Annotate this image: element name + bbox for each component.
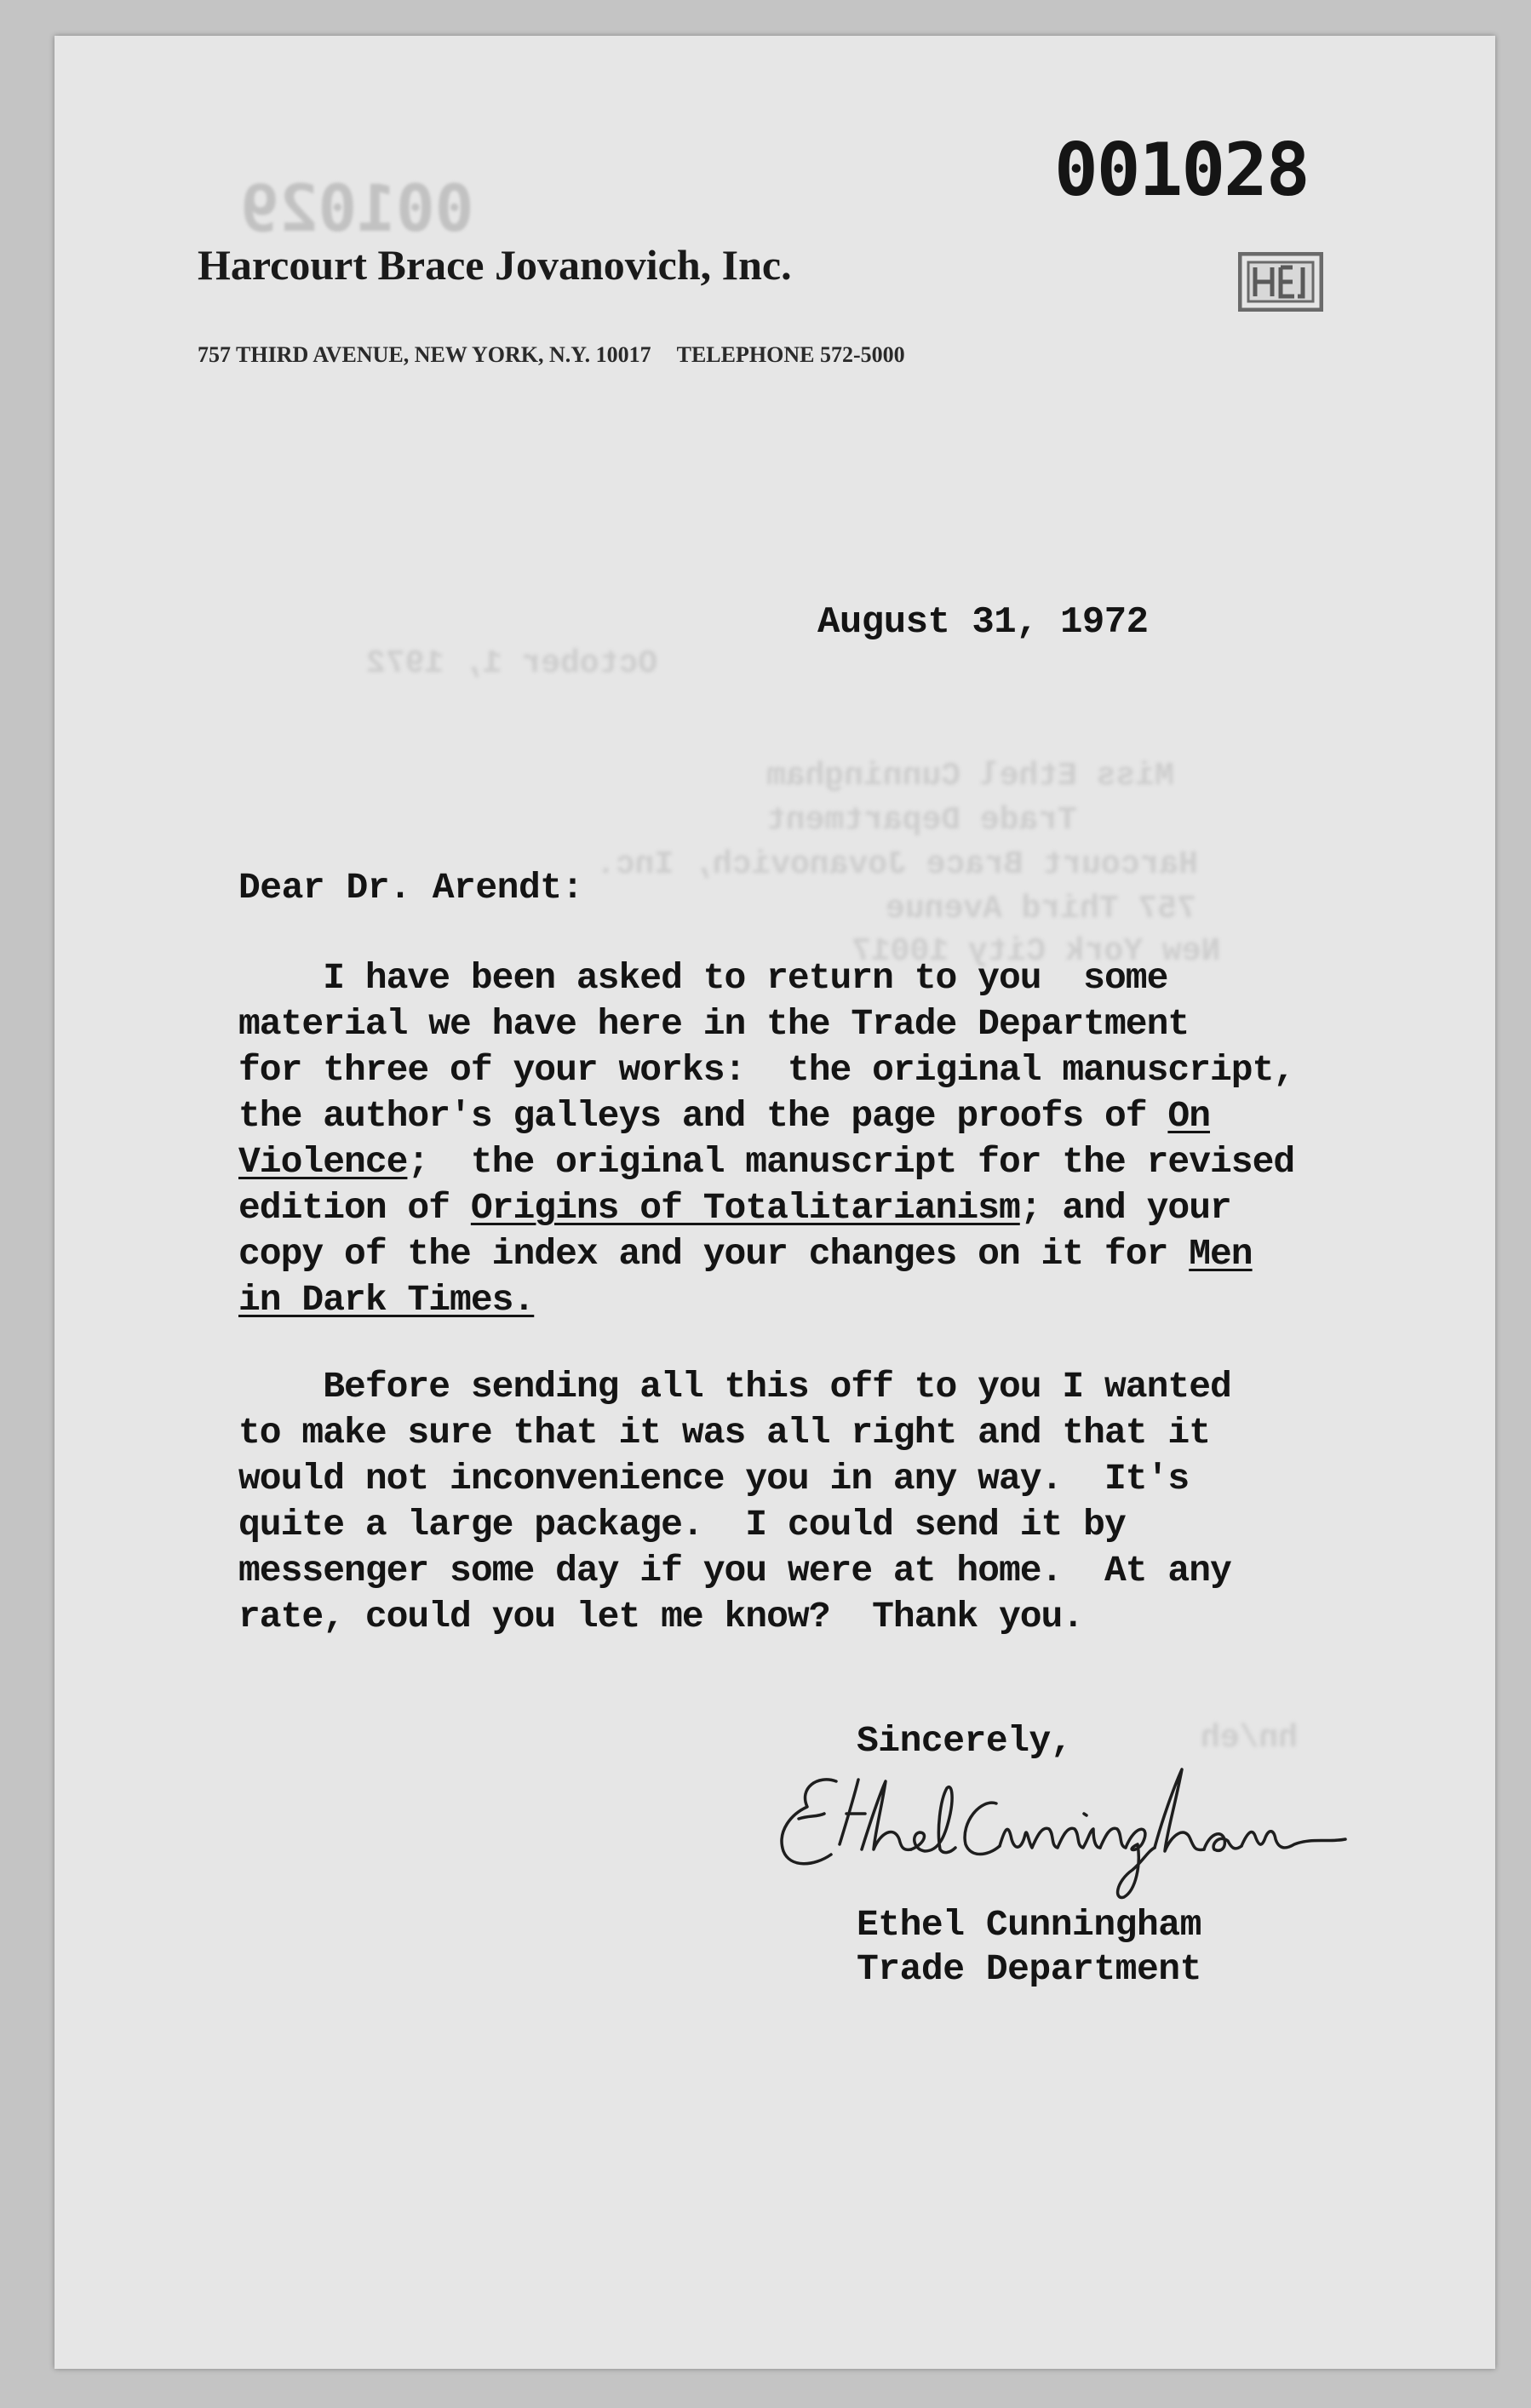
book-title-origins: Origins of Totalitarianism bbox=[470, 1187, 1020, 1229]
letter-paragraph-2 bbox=[238, 1364, 1231, 1640]
letter-paragraph-1 bbox=[238, 955, 1294, 1323]
paragraph-line: material we have here in the Trade Department bbox=[238, 1003, 1190, 1045]
ghost-initials: hn/eh bbox=[1201, 1720, 1299, 1757]
paragraph-line: ; the original manuscript for the revised bbox=[407, 1141, 1295, 1183]
paragraph-line: I have been asked to return to you some bbox=[238, 957, 1168, 999]
letterhead-street-address: 757 THIRD AVENUE, NEW YORK, N.Y. 10017 bbox=[198, 342, 651, 367]
letterhead-company-name: Harcourt Brace Jovanovich, Inc. bbox=[198, 241, 792, 289]
book-title-on-violence: On bbox=[1167, 1095, 1210, 1137]
paragraph-line: Before sending all this off to you I wanted bbox=[238, 1366, 1231, 1408]
paragraph-line: quite a large package. I could send it by bbox=[238, 1504, 1126, 1545]
letterhead-telephone: TELEPHONE 572-5000 bbox=[676, 342, 905, 367]
signer-name: Ethel Cunningham bbox=[857, 1904, 1201, 1946]
book-title-on-violence: Violence bbox=[238, 1141, 408, 1183]
handwritten-signature bbox=[758, 1763, 1354, 1907]
paragraph-line: messenger some day if you were at home. At any bbox=[238, 1550, 1231, 1591]
ghost-address-line: Trade Department bbox=[766, 802, 1077, 839]
letter-salutation: Dear Dr. Arendt: bbox=[238, 867, 583, 909]
ghost-address-line: New York City 10017 bbox=[852, 933, 1221, 970]
paragraph-line: the author's galleys and the page proofs of bbox=[238, 1095, 1168, 1137]
letter-closing: Sincerely, bbox=[857, 1720, 1073, 1762]
letterhead-address bbox=[198, 342, 905, 368]
book-title-men-in-dark-times: Men bbox=[1189, 1233, 1253, 1275]
ghost-address-line: Harcourt Brace Jovanovich, Inc. bbox=[596, 846, 1198, 883]
book-title-men-in-dark-times: in Dark Times. bbox=[238, 1279, 535, 1321]
paragraph-line: rate, could you let me know? Thank you. bbox=[238, 1596, 1084, 1637]
signer-department: Trade Department bbox=[857, 1948, 1201, 1990]
ghost-address-line: 757 Third Avenue bbox=[886, 891, 1196, 927]
paragraph-line: would not inconvenience you in any way. It's bbox=[238, 1458, 1190, 1499]
paragraph-line: for three of your works: the original manuscript, bbox=[238, 1049, 1295, 1091]
serial-number-ghost: 001029 bbox=[240, 170, 474, 246]
paragraph-line: ; and your bbox=[1019, 1187, 1231, 1229]
paragraph-line: edition of bbox=[238, 1187, 471, 1229]
paragraph-line: to make sure that it was all right and that it bbox=[238, 1412, 1210, 1453]
paragraph-line: copy of the index and your changes on it for bbox=[238, 1233, 1190, 1275]
serial-number-stamp: 001028 bbox=[1054, 128, 1309, 213]
letter-date: August 31, 1972 bbox=[817, 601, 1149, 644]
ghost-address-line: Miss Ethel Cunningham bbox=[766, 758, 1174, 794]
ghost-date: October 1, 1972 bbox=[366, 645, 658, 682]
hbj-logo-icon bbox=[1238, 252, 1323, 312]
